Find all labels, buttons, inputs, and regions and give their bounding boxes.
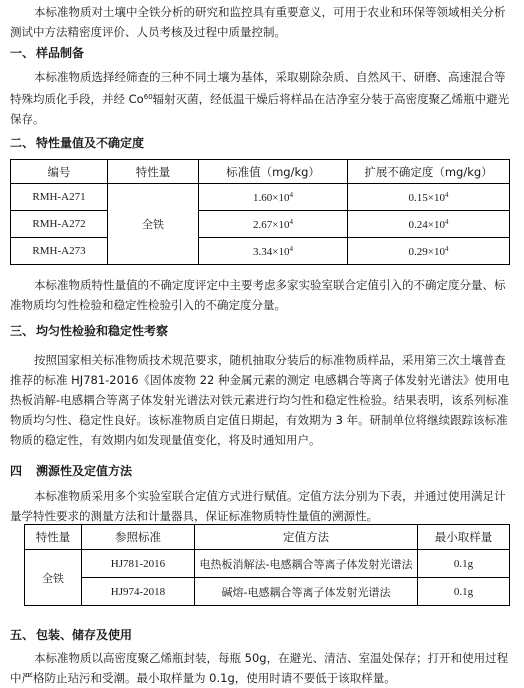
certified-value: $3.34\times 10^4$ bbox=[199, 238, 348, 265]
min-sample: 0.1g bbox=[418, 578, 510, 606]
section-heading-packaging bbox=[10, 626, 132, 643]
section-title: 均匀性检验和稳定性考察 bbox=[36, 324, 169, 338]
sample-prep-text-a: 本标准物质选择经筛查的三种不同土壤为基体，采取剔除杂质、自然风干、研磨、高速混合等特殊均质化手段，并经 Co bbox=[10, 70, 506, 106]
section-title: 特性量值及不确定度 bbox=[36, 136, 145, 150]
certified-values-table bbox=[10, 159, 510, 265]
sample-id: RMH-A271 bbox=[11, 184, 108, 211]
column-header: 扩展不确定度（mg/kg） bbox=[348, 160, 510, 184]
column-header: 定值方法 bbox=[195, 525, 418, 550]
section-heading-values bbox=[10, 134, 144, 151]
intro-paragraph: 本标准物质对土壤中全铁分析的研究和监控具有重要意义，可用于农业和环保等领域相关分析测试中方法精密度评价、人员考核及过程中质量控制。 bbox=[10, 5, 506, 39]
section-title: 样品制备 bbox=[36, 46, 85, 60]
reference-standard: HJ781-2016 bbox=[82, 550, 195, 578]
section-number: 四 bbox=[10, 464, 23, 478]
certified-value: $1.60\times 10^4$ bbox=[199, 184, 348, 211]
section-heading-traceability bbox=[10, 462, 132, 479]
sample-id: RMH-A272 bbox=[11, 211, 108, 238]
homogeneity-paragraph: 按照国家相关标准物质技术规范要求，随机抽取分装后的标准物质样品，采用第三次土壤普查推荐的标准 HJ781-2016《固体废物 22 种金属元素的测定 电感耦合等离子体发射光谱法》使用电热板消解-电感耦合等离子体发射光谱法对铁元素进行均匀性和稳定性检验。结果表明，该系列标准物质均匀性、稳定性良好。该标准物质自定值日期起，有效期为 3 年。研制单位将继续跟踪该标准物质的稳定性，有效期内如发现量值变化，将及时通知用户。 bbox=[10, 353, 510, 447]
column-header: 特性量 bbox=[25, 525, 82, 550]
table-row bbox=[25, 578, 510, 606]
packaging-paragraph: 本标准物质以高密度聚乙烯瓶封装，每瓶 50g，在避光、清洁、室温处保存；打开和使用过程中严格防止玷污和受潮。最小取样量为 0.1g，使用时请不要低于该取样量。 bbox=[10, 651, 509, 685]
method-name: 电热板消解法-电感耦合等离子体发射光谱法 bbox=[195, 550, 418, 578]
traceability-paragraph: 本标准物质采用多个实验室联合定值方式进行赋值。定值方法分别为下表，并通过使用满足计量学特性要求的测量方法和计量器具，保证标准物质特性量值的溯源性。 bbox=[10, 489, 506, 523]
table-row bbox=[25, 550, 510, 578]
table-header-row bbox=[11, 160, 510, 184]
table-row bbox=[11, 184, 510, 211]
column-header: 最小取样量 bbox=[418, 525, 510, 550]
column-header: 标准值（mg/kg） bbox=[199, 160, 348, 184]
property-cell: 全铁 bbox=[108, 184, 199, 265]
uncertainty-value: $0.15\times 10^4$ bbox=[348, 184, 510, 211]
section-number: 二、 bbox=[10, 136, 35, 150]
reference-standard: HJ974-2018 bbox=[82, 578, 195, 606]
section-heading-sample-prep bbox=[10, 44, 84, 61]
sample-prep-paragraph bbox=[10, 67, 510, 129]
uncertainty-paragraph: 本标准物质特性量值的不确定度评定中主要考虑多家实验室联合定值引入的不确定度分量、标准物质均匀性检验和稳定性检验引入的不确定度分量。 bbox=[10, 278, 506, 312]
table-row bbox=[11, 238, 510, 265]
sample-prep-text-b: 辐射灭菌，经低温干燥后将样品在洁净室分装于高密度聚乙烯瓶中避光保存。 bbox=[10, 92, 510, 126]
section-title: 包装、储存及使用 bbox=[36, 628, 133, 642]
section-title: 溯源性及定值方法 bbox=[36, 464, 133, 478]
section-heading-homogeneity bbox=[10, 322, 168, 339]
column-header: 编号 bbox=[11, 160, 108, 184]
table-header-row bbox=[25, 525, 510, 550]
table-row bbox=[11, 211, 510, 238]
min-sample: 0.1g bbox=[418, 550, 510, 578]
column-header: 参照标准 bbox=[82, 525, 195, 550]
section-number: 一、 bbox=[10, 46, 35, 60]
section-number: 五、 bbox=[10, 628, 35, 642]
cobalt-superscript: 60 bbox=[143, 93, 153, 101]
uncertainty-value: $0.29\times 10^4$ bbox=[348, 238, 510, 265]
sample-id: RMH-A273 bbox=[11, 238, 108, 265]
uncertainty-value: $0.24\times 10^4$ bbox=[348, 211, 510, 238]
column-header: 特性量 bbox=[108, 160, 199, 184]
property-cell: 全铁 bbox=[25, 550, 82, 606]
section-number: 三、 bbox=[10, 324, 35, 338]
method-name: 碱熔-电感耦合等离子体发射光谱法 bbox=[195, 578, 418, 606]
certified-value: $2.67\times 10^4$ bbox=[199, 211, 348, 238]
method-table bbox=[24, 524, 510, 606]
